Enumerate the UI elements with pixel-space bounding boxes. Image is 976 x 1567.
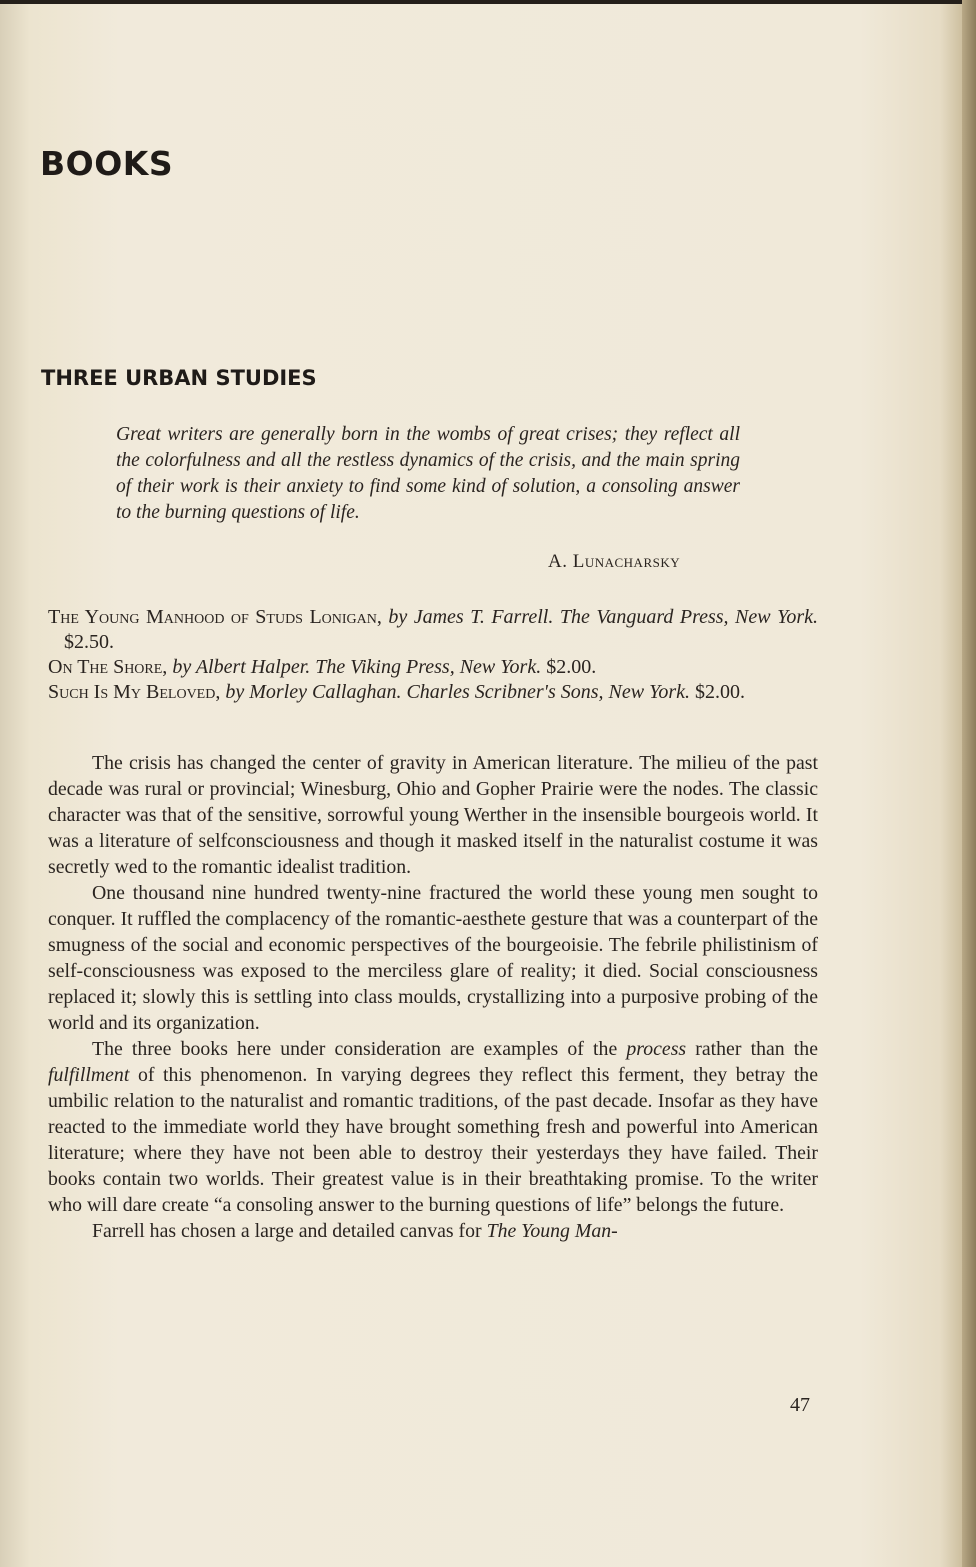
body-paragraph <box>48 1036 818 1218</box>
section-heading: BOOKS <box>40 144 174 183</box>
book-publisher: Charles Scribner's Sons, New York. <box>406 681 691 703</box>
body-text: The three books here under consideration are examples of the <box>92 1038 618 1060</box>
body-text: rather than the <box>695 1038 818 1060</box>
book-title: The Young Manhood of Studs Lonigan, <box>48 606 382 628</box>
book-citation <box>48 680 818 705</box>
emphasis-text: process <box>626 1038 687 1060</box>
book-price: $2.00. <box>695 681 746 703</box>
book-price: $2.50. <box>64 631 114 653</box>
emphasis-text: fulfillment <box>48 1064 130 1086</box>
body-text: of this phenomenon. In varying degrees they reflect this ferment, they betray the umbilic relation to the naturalist and romantic traditions, of the past decade. Insofar as they have reacted to the immediate world they have brought something fresh and powerful into American literature; where they have not been able to destroy their yesterdays they have failed. Their books contain two worlds. Their greatest value is in their breathtaking promise. To the writer who will dare create “a consoling answer to the burning questions of life” belongs the future. <box>48 1064 818 1216</box>
book-author: by James T. Farrell. <box>388 606 554 628</box>
book-author: by Albert Halper. <box>172 656 311 678</box>
page-edge <box>962 0 976 1567</box>
epigraph-attribution: A. Lunacharsky <box>548 551 681 572</box>
body-paragraph <box>48 1218 818 1244</box>
book-title: On The Shore, <box>48 656 168 678</box>
book-citations <box>48 605 818 705</box>
body-paragraph: The crisis has changed the center of gravity in American literature. The milieu of the past decade was rural or provincial; Winesburg, Ohio and Gopher Prairie were the nodes. The classic character was that of the sensitive, sorrowful young Werther in the insensible bourgeois world. It was a literature of selfconsciousness and though it masked itself in the naturalist costume it was secretly wed to the romantic idealist tradition. <box>48 752 818 878</box>
book-price: $2.00. <box>546 656 597 678</box>
book-citation <box>48 605 818 655</box>
article-title: THREE URBAN STUDIES <box>41 366 317 390</box>
body-paragraph: One thousand nine hundred twenty-nine fractured the world these young men sought to conquer. It ruffled the complacency of the romantic-aesthete gesture that was a counterpart of the smugness of the social and economic perspectives of the bourgeoisie. The febrile philistinism of self-consciousness was exposed to the merciless glare of reality; it died. Social consciousness replaced it; slowly this is settling into class moulds, crystallizing into a purposive probing of the world and its organization. <box>48 882 818 1034</box>
book-publisher: The Viking Press, New York. <box>315 656 542 678</box>
emphasis-text: The Young Man- <box>486 1220 618 1242</box>
body-text: Farrell has chosen a large and detailed canvas for <box>92 1220 482 1242</box>
book-citation <box>48 655 818 680</box>
epigraph-quote: Great writers are generally born in the wombs of great crises; they reflect all the colorfulness and all the restless dynamics of the crisis, and the main spring of their work is their anxiety to find some kind of solution, a consoling answer to the burning questions of life. <box>116 424 740 523</box>
book-publisher: The Vanguard Press, New York. <box>559 606 819 628</box>
page-number: 47 <box>790 1394 810 1416</box>
book-title: Such Is My Beloved, <box>48 681 221 703</box>
book-author: by Morley Callaghan. <box>225 681 402 703</box>
article-body <box>48 750 818 1244</box>
